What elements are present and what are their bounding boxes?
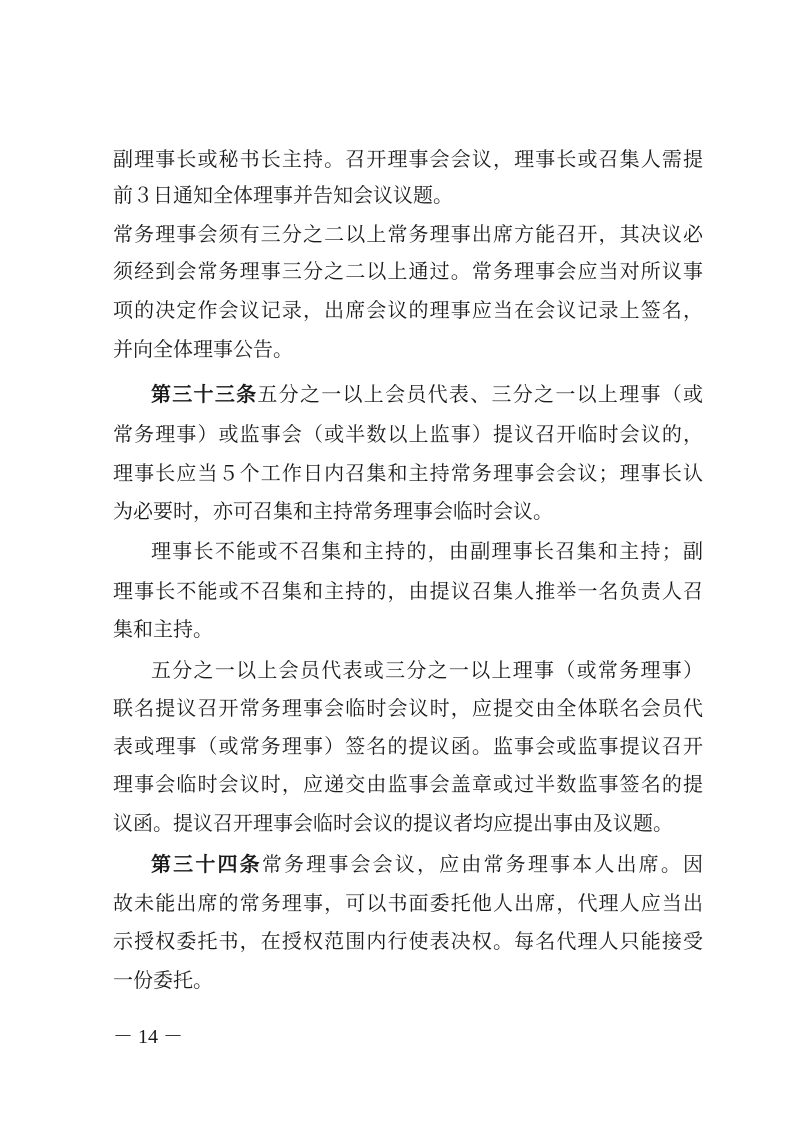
line-text: 议函。提议召开理事会临时会议的提议者均应提出事由及议题。 — [113, 811, 673, 835]
line-text: 表或理事（或常务理事）签名的提议函。监事会或监事提议召开 — [113, 734, 703, 758]
paragraph-first-line — [151, 652, 703, 688]
page-number: － 14 － — [113, 1026, 183, 1048]
line-text: 须经到会常务理事三分之二以上通过。常务理事会应当对所议事 — [113, 259, 703, 283]
line-text: 前３日通知全体理事并告知会议议题。 — [113, 183, 453, 207]
paragraph-line — [113, 455, 703, 491]
paragraph-line — [113, 493, 703, 529]
paragraph-first-line — [151, 533, 703, 569]
paragraph-line — [113, 177, 703, 213]
line-text: 一份委托。 — [113, 968, 213, 992]
line-text: 五分之一以上会员代表、三分之一以上理事（或 — [257, 382, 704, 406]
article-34-first-line — [151, 846, 703, 882]
paragraph-line — [113, 331, 703, 367]
paragraph-line — [113, 805, 703, 841]
article-heading: 第三十四条 — [151, 852, 262, 876]
line-text: 五分之一以上会员代表或三分之一以上理事（或常务理事） — [151, 658, 703, 682]
paragraph-line — [113, 766, 703, 802]
line-text: 理事长不能或不召集和主持的，由副理事长召集和主持；副 — [151, 539, 703, 563]
line-text: 常务理事会会议，应由常务理事本人出席。因 — [261, 852, 704, 876]
paragraph-line — [113, 292, 703, 328]
line-text: 副理事长或秘书长主持。召开理事会会议，理事长或召集人需提 — [113, 147, 703, 171]
line-text: 理事会临时会议时，应递交由监事会盖章或过半数监事签名的提 — [113, 772, 703, 796]
paragraph-line — [113, 611, 703, 647]
paragraph-line — [113, 573, 703, 609]
line-text: 理事长应当５个工作日内召集和主持常务理事会会议；理事长认 — [113, 461, 703, 485]
line-text: 并向全体理事公告。 — [113, 337, 293, 361]
line-text: 联名提议召开常务理事会临时会议时，应提交由全体联名会员代 — [113, 696, 703, 720]
line-text: 为必要时，亦可召集和主持常务理事会临时会议。 — [113, 499, 553, 523]
paragraph-line — [113, 962, 703, 998]
line-text: 故未能出席的常务理事，可以书面委托他人出席，代理人应当出 — [113, 891, 703, 915]
line-text: 常务理事会须有三分之二以上常务理事出席方能召开，其决议必 — [113, 222, 703, 246]
article-heading: 第三十三条 — [151, 382, 258, 406]
paragraph-line — [113, 216, 703, 252]
line-text: 常务理事）或监事会（或半数以上监事）提议召开临时会议的， — [113, 422, 703, 446]
line-text: 集和主持。 — [113, 617, 213, 641]
paragraph-line — [113, 253, 703, 289]
paragraph-line — [113, 923, 703, 959]
line-text: 项的决定作会议记录，出席会议的理事应当在会议记录上签名， — [113, 298, 703, 322]
paragraph-line — [113, 416, 703, 452]
line-text: 示授权委托书，在授权范围内行使表决权。每名代理人只能接受 — [113, 929, 703, 953]
paragraph-line — [113, 141, 703, 177]
paragraph-line — [113, 728, 703, 764]
line-text: 理事长不能或不召集和主持的，由提议召集人推举一名负责人召 — [113, 579, 703, 603]
article-33-first-line — [151, 376, 703, 412]
paragraph-line — [113, 690, 703, 726]
paragraph-line — [113, 885, 703, 921]
